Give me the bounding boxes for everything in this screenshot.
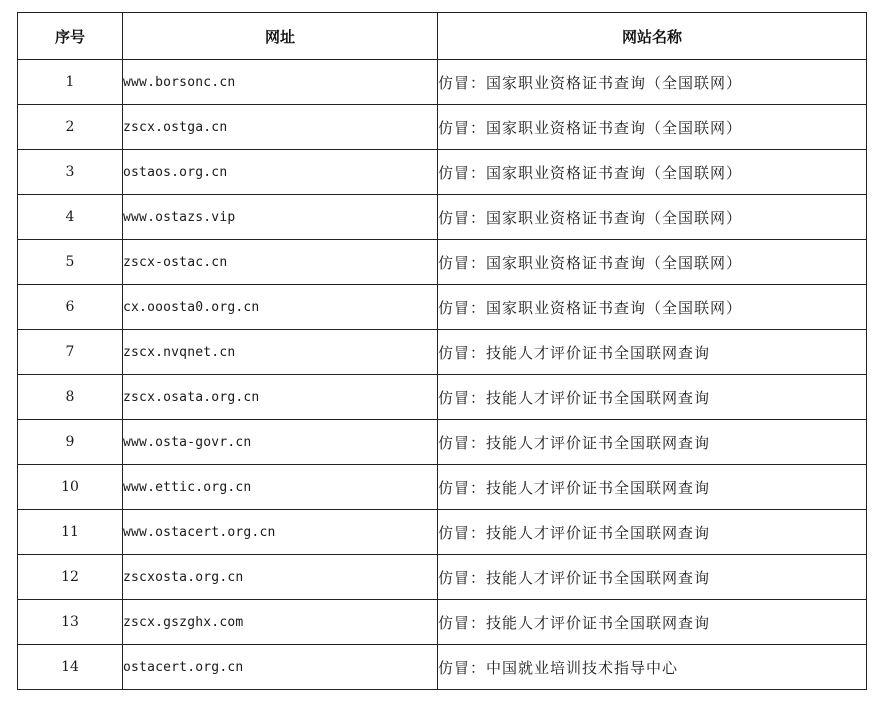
- table-header: [18, 13, 867, 60]
- row-url: zscx.nvqnet.cn: [123, 330, 438, 375]
- row-serial-number: 7: [18, 330, 123, 375]
- row-site-name: 仿冒：技能人才评价证书全国联网查询: [438, 510, 867, 555]
- row-serial-number: 4: [18, 195, 123, 240]
- row-site-name: 仿冒：技能人才评价证书全国联网查询: [438, 555, 867, 600]
- row-url: ostaos.org.cn: [123, 150, 438, 195]
- table-row: [18, 240, 867, 285]
- row-url: zscx.gszghx.com: [123, 600, 438, 645]
- row-url: zscx.osata.org.cn: [123, 375, 438, 420]
- row-url: www.ostazs.vip: [123, 195, 438, 240]
- row-url: www.borsonc.cn: [123, 60, 438, 105]
- row-url: www.ettic.org.cn: [123, 465, 438, 510]
- row-site-name: 仿冒：国家职业资格证书查询（全国联网）: [438, 240, 867, 285]
- row-site-name: 仿冒：国家职业资格证书查询（全国联网）: [438, 195, 867, 240]
- row-site-name: 仿冒：技能人才评价证书全国联网查询: [438, 330, 867, 375]
- row-url: zscx.ostga.cn: [123, 105, 438, 150]
- table-row: [18, 195, 867, 240]
- table-row: [18, 60, 867, 105]
- row-serial-number: 2: [18, 105, 123, 150]
- counterfeit-sites-table: [17, 12, 867, 690]
- table-row: [18, 645, 867, 690]
- row-serial-number: 13: [18, 600, 123, 645]
- row-serial-number: 9: [18, 420, 123, 465]
- table-row: [18, 105, 867, 150]
- row-serial-number: 10: [18, 465, 123, 510]
- table-row: [18, 555, 867, 600]
- table-row: [18, 375, 867, 420]
- row-serial-number: 11: [18, 510, 123, 555]
- row-serial-number: 8: [18, 375, 123, 420]
- header-url: 网址: [123, 13, 438, 60]
- row-site-name: 仿冒：国家职业资格证书查询（全国联网）: [438, 285, 867, 330]
- row-site-name: 仿冒：中国就业培训技术指导中心: [438, 645, 867, 690]
- row-site-name: 仿冒：技能人才评价证书全国联网查询: [438, 420, 867, 465]
- table-row: [18, 465, 867, 510]
- row-site-name: 仿冒：技能人才评价证书全国联网查询: [438, 600, 867, 645]
- table-row: [18, 600, 867, 645]
- header-serial-number: 序号: [18, 13, 123, 60]
- row-serial-number: 1: [18, 60, 123, 105]
- header-row: [18, 13, 867, 60]
- header-site-name: 网站名称: [438, 13, 867, 60]
- table-row: [18, 150, 867, 195]
- table-body: [18, 60, 867, 690]
- row-url: zscxosta.org.cn: [123, 555, 438, 600]
- row-site-name: 仿冒：技能人才评价证书全国联网查询: [438, 465, 867, 510]
- table-row: [18, 420, 867, 465]
- row-serial-number: 5: [18, 240, 123, 285]
- row-site-name: 仿冒：技能人才评价证书全国联网查询: [438, 375, 867, 420]
- row-serial-number: 14: [18, 645, 123, 690]
- row-url: zscx-ostac.cn: [123, 240, 438, 285]
- table-row: [18, 285, 867, 330]
- row-url: www.ostacert.org.cn: [123, 510, 438, 555]
- row-site-name: 仿冒：国家职业资格证书查询（全国联网）: [438, 150, 867, 195]
- table-row: [18, 330, 867, 375]
- row-serial-number: 3: [18, 150, 123, 195]
- row-site-name: 仿冒：国家职业资格证书查询（全国联网）: [438, 105, 867, 150]
- row-site-name: 仿冒：国家职业资格证书查询（全国联网）: [438, 60, 867, 105]
- table-row: [18, 510, 867, 555]
- row-url: www.osta-govr.cn: [123, 420, 438, 465]
- row-url: cx.ooosta0.org.cn: [123, 285, 438, 330]
- row-serial-number: 6: [18, 285, 123, 330]
- row-url: ostacert.org.cn: [123, 645, 438, 690]
- row-serial-number: 12: [18, 555, 123, 600]
